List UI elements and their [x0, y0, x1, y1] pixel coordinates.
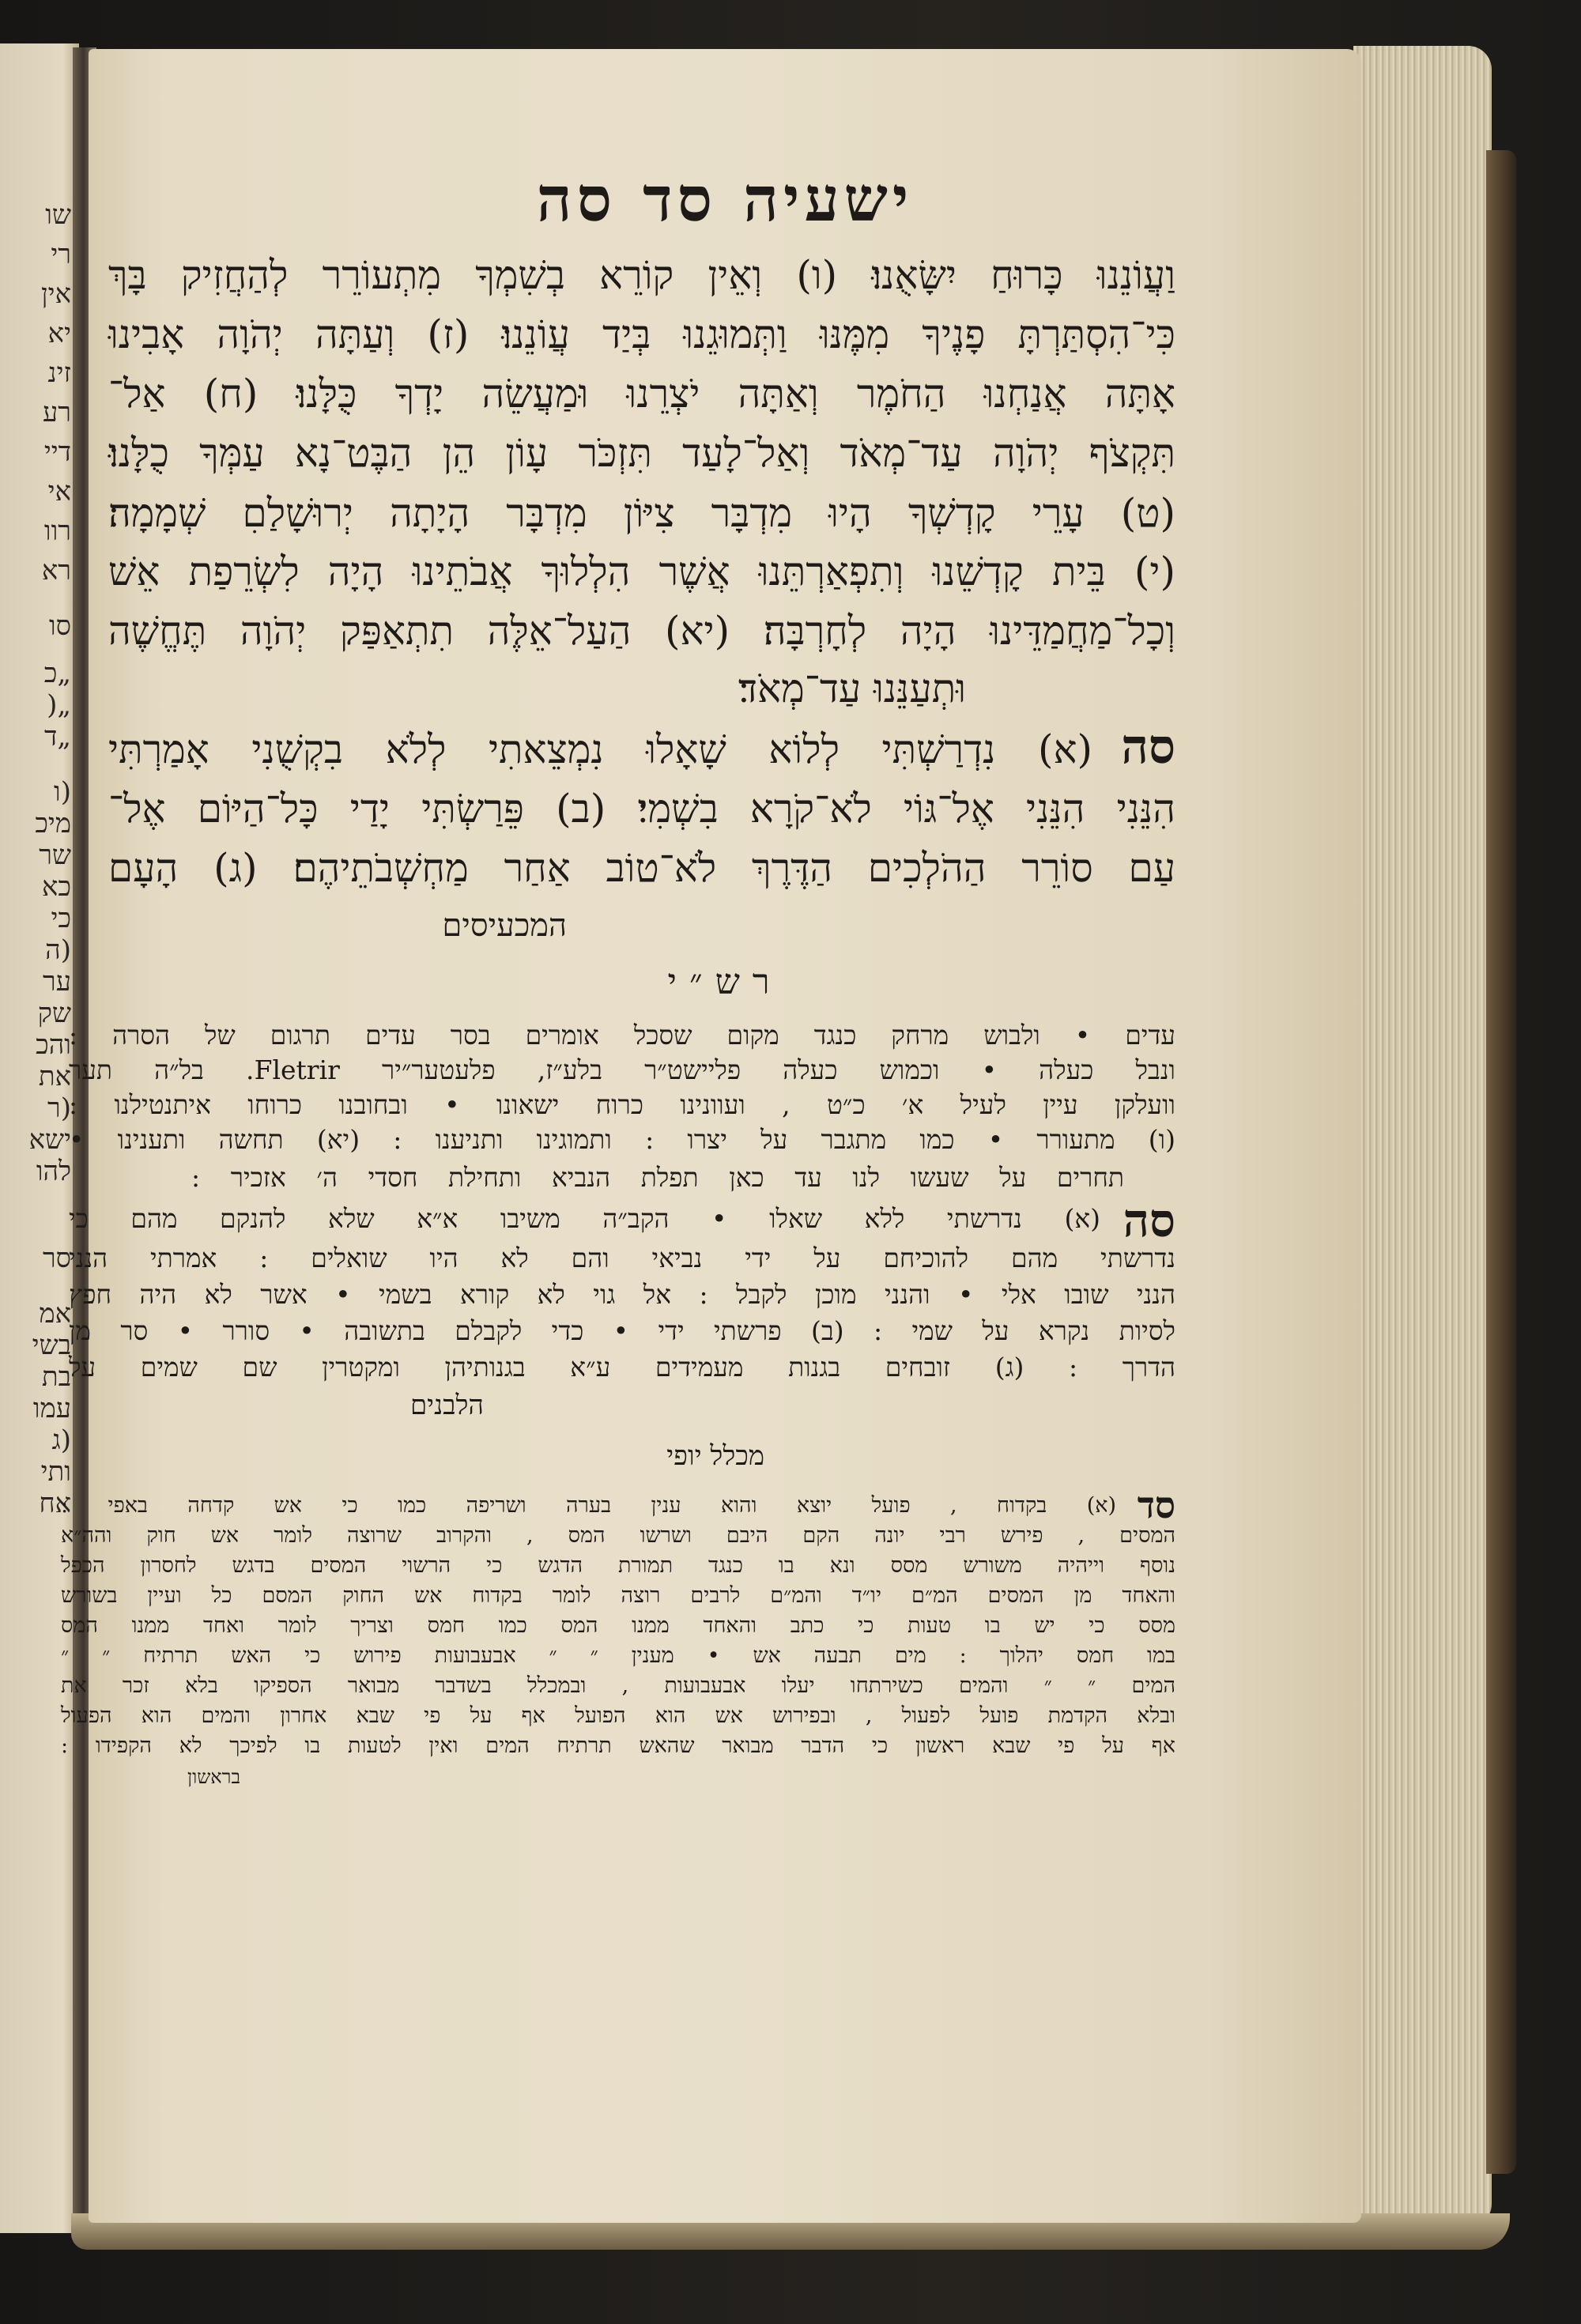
- page-edges-stack: [1353, 46, 1492, 2228]
- left-page-text-fragment: אמ: [39, 1298, 71, 1330]
- left-page-text-fragment: רע: [43, 397, 71, 428]
- rashi-line: וועלקן עיין לעיל א׳ כ״ט , ועוונינו כרוח ישאונו • ובחובנו כרוחו איתנטילנו :: [69, 1089, 1175, 1120]
- left-page-text-fragment: (ו: [54, 776, 71, 808]
- left-page-text-fragment: ותי: [40, 1456, 71, 1488]
- mikhlal-line: (א) בקדוח , פועל יוצא והוא ענין בערה ושריפה כמו כי אש קדחה באפי :: [61, 1493, 1116, 1518]
- biblical-closing-line: וּתְעַנֵּנוּ עַד־מְאֹד׃: [738, 666, 966, 711]
- biblical-line: עַם סוֹרֵר הַהֹלְכִים הַדֶּרֶךְ לֹא־טוֹב אַחַר מַחְשְׁבֹתֵיהֶם׃ (ג) הָעָם: [108, 845, 1175, 891]
- mikhlal-line: נוסף וייהיה משורש מסס ונא בו כנגד תמורת הדגש כי הרשוי המסים בדגש לחסרון הכפל: [61, 1553, 1175, 1578]
- left-page-text-fragment: שק: [37, 998, 71, 1029]
- rashi-line: נדרשתי מהם להוכיחם על ידי נביאי והם לא היו שואלים : אמרתי הנני: [69, 1243, 1175, 1273]
- left-page-text-fragment: זינ: [47, 357, 71, 389]
- right-page: [61, 49, 1361, 2223]
- left-page-text-fragment: (ה: [45, 934, 71, 966]
- left-page-text-fragment: ישא: [28, 1124, 71, 1156]
- left-page-text-fragment: כא: [41, 871, 71, 903]
- rashi-line: תחרים על שעשו לנו עד כאן תפלת הנביא ותחילת חסדי ה׳ אזכיר :: [191, 1162, 1124, 1193]
- biblical-line: (י) בֵּית קָדְשֵׁנוּ וְתִפְאַרְתֵּנוּ אֲשֶׁר הִלְלוּךָ אֲבֹתֵינוּ הָיָה לִשְׂרֵפַת אֵשׁ: [108, 549, 1175, 594]
- left-page-text-fragment: רוו: [43, 515, 71, 547]
- catchword: בראשון: [187, 1766, 241, 1788]
- biblical-line: כִּי־הִסְתַּרְתָּ פָנֶיךָ מִמֶּנּוּ וַתְּמוּגֵנוּ בְּיַד עֲוֹנֵנוּ׃ (ז) וְעַתָּה יְהֹוָה אָבִינוּ: [108, 311, 1175, 357]
- biblical-line: תִּקְצֹף יְהֹוָה עַד־מְאֹד וְאַל־לָעַד תִּזְכֹּר עָוֹן הֵן הַבֶּט־נָא עַמְּךָ כֻלָּנוּ׃: [108, 430, 1175, 476]
- left-page-text-fragment: (ר: [47, 1092, 71, 1124]
- mikhlal-line: והאחד מן המסים המ״ם יו״ד והמ״ם לרבים רוצה לומר בקדוח אש החוק המסם כל ועיין בשורש: [61, 1583, 1175, 1608]
- left-page-text-fragment: מיכ: [35, 808, 71, 839]
- rashi-line: (א) נדרשתי ללא שאלו • הקב״ה משיבו א״א שלא להנקם מהם כי: [69, 1203, 1100, 1234]
- rashi-line: לסיות נקרא על שמי : (ב) פרשתי ידי • כדי לקבלם בתשובה • סורר • סר מן: [69, 1315, 1175, 1346]
- rashi-heading: רש״י: [667, 962, 783, 1002]
- chapter-number: סה: [1121, 719, 1175, 775]
- left-facing-page: [0, 43, 79, 2233]
- running-head: ישעיה סד סה: [536, 164, 914, 236]
- mikhlal-line: במו חמס יהלוך : מים תבעה אש • מענין ״ ״ אבעבועות פירוש כי האש תרתיח ״ ״: [61, 1643, 1175, 1668]
- left-page-text-fragment: אח: [39, 1488, 71, 1519]
- left-page-text-fragment: יא: [47, 318, 71, 349]
- left-page-text-fragment: כי: [51, 903, 71, 934]
- mikhlal-yofi-heading: מכלל יופי: [666, 1440, 764, 1472]
- left-page-text-fragment: „כ: [43, 658, 71, 689]
- left-page-text-fragment: רי: [51, 239, 71, 270]
- left-page-text-fragment: את: [38, 1061, 71, 1092]
- left-page-text-fragment: דיי: [43, 436, 71, 468]
- mikhlal-chapter-number: סד: [1137, 1484, 1175, 1526]
- mikhlal-line: מסס כי יש בו טעות כי כתב והאחד ממנו המס כמו חמס וצריך לומר ואחד ממנו המס: [61, 1613, 1175, 1638]
- biblical-line: וְכָל־מַחֲמַדֵּינוּ הָיָה לְחָרְבָּה׃ (יא) הַעַל־אֵלֶּה תִתְאַפַּק יְהֹוָה תֶּחֱשֶׁה: [108, 608, 1175, 654]
- rashi-line: (ו) מתעורר • כמו מתגבר על יצרו : ותמוגינו ותניענו : (יא) תחשה ותענינו •: [69, 1124, 1175, 1155]
- mikhlal-line: ובלא הקדמת פועל לפעול , ובפירוש אש הוא הפועל אף על פי שבא אחרון והמים הוא הפעול: [61, 1703, 1175, 1728]
- left-page-text-fragment: „(: [47, 689, 71, 721]
- biblical-line: (ט) עָרֵי קָדְשְׁךָ הָיוּ מִדְבָּר צִיּוֹן מִדְבָּר הָיָתָה יְרוּשָׁלַםִ שְׁמָמָה׃: [108, 490, 1175, 536]
- catchword: הלבנים: [409, 1390, 484, 1421]
- left-page-text-fragment: סו: [48, 610, 71, 642]
- left-page-text-fragment: אין: [41, 278, 71, 310]
- rashi-line: ונבל כעלה • וכמוש כעלה פליישט״ר בלע״ז, פלעטער״יר Fletrir. בל״ה תער: [69, 1054, 1175, 1085]
- rashi-line: הנני שובו אלי • והנני מוכן לקבל : אל גוי לא קורא בשמי • אשר לא היה חפץ: [69, 1279, 1175, 1310]
- left-page-text-fragment: שו: [45, 199, 71, 231]
- left-page-text-fragment: רא: [41, 555, 71, 587]
- rashi-line: הדרך : (ג) זובחים בגנות מעמידים ע״א בגנותיהן ומקטרין שם שמים על: [69, 1352, 1175, 1383]
- book-cover-edge: [1486, 150, 1516, 2174]
- left-page-text-fragment: בשי: [32, 1330, 71, 1361]
- left-page-text-fragment: שר: [39, 839, 71, 871]
- mikhlal-line: המים ״ ״ והמים כשירתחו יעלו אבעבועות , ובמכלל בשדבר מבואר הספיקו בלא זכר את: [61, 1673, 1175, 1698]
- left-page-text-fragment: להו: [36, 1156, 71, 1187]
- rashi-line: עדים • ולבוש מרחק כנגד מקום שסכל אומרים בסר עדים תרגום של הסרה :: [69, 1020, 1175, 1051]
- left-page-text-fragment: אי: [47, 476, 71, 507]
- catchword: המכעיסים: [442, 907, 567, 944]
- biblical-line: הִנֵּנִי הִנֵּנִי אֶל־גּוֹי לֹא־קֹרָא בִשְׁמִי׃ (ב) פֵּרַשְׂתִּי יָדַי כָּל־הַיּוֹם אֶל־: [108, 786, 1175, 832]
- left-page-text-fragment: עמו: [32, 1393, 71, 1424]
- biblical-line: (א) נִדְרַשְׁתִּי לְלוֹא שָׁאָלוּ נִמְצֵאתִי לְלֹא בִקְשֻׁנִי אָמַרְתִּי: [108, 726, 1092, 772]
- left-page-text-fragment: (ג: [51, 1424, 71, 1456]
- left-page-text-fragment: ער: [43, 966, 71, 998]
- rashi-chapter-number: סה: [1123, 1194, 1175, 1247]
- left-page-text-fragment: בת: [41, 1361, 71, 1393]
- mikhlal-line: אף על פי שבא ראשון כי הדבר מבואר שהאש תרתיח המים ואין לטעות בו לפיכך לא הקפידו :: [61, 1734, 1175, 1758]
- left-page-text-fragment: והכ: [36, 1029, 71, 1061]
- biblical-line: וַעֲוֹנֵנוּ כָּרוּחַ יִשָּׂאֻנוּ׃ (ו) וְאֵין קוֹרֵא בְשִׁמְךָ מִתְעוֹרֵר לְהַחֲזִיק בָּךְ: [108, 252, 1175, 298]
- left-page-text-fragment: „ד: [44, 721, 71, 753]
- left-page-text-fragment: סר: [42, 1243, 71, 1274]
- mikhlal-line: המסים , פירש רבי יונה הקם היבם ושרשו המס , והקרוב שרוצה לומר אש חוק והה״א: [61, 1523, 1175, 1548]
- biblical-line: אָתָּה אֲנַחְנוּ הַחֹמֶר וְאַתָּה יֹצְרֵנוּ וּמַעֲשֵׂה יָדְךָ כֻּלָּנוּ׃ (ח) אַל־: [108, 371, 1175, 417]
